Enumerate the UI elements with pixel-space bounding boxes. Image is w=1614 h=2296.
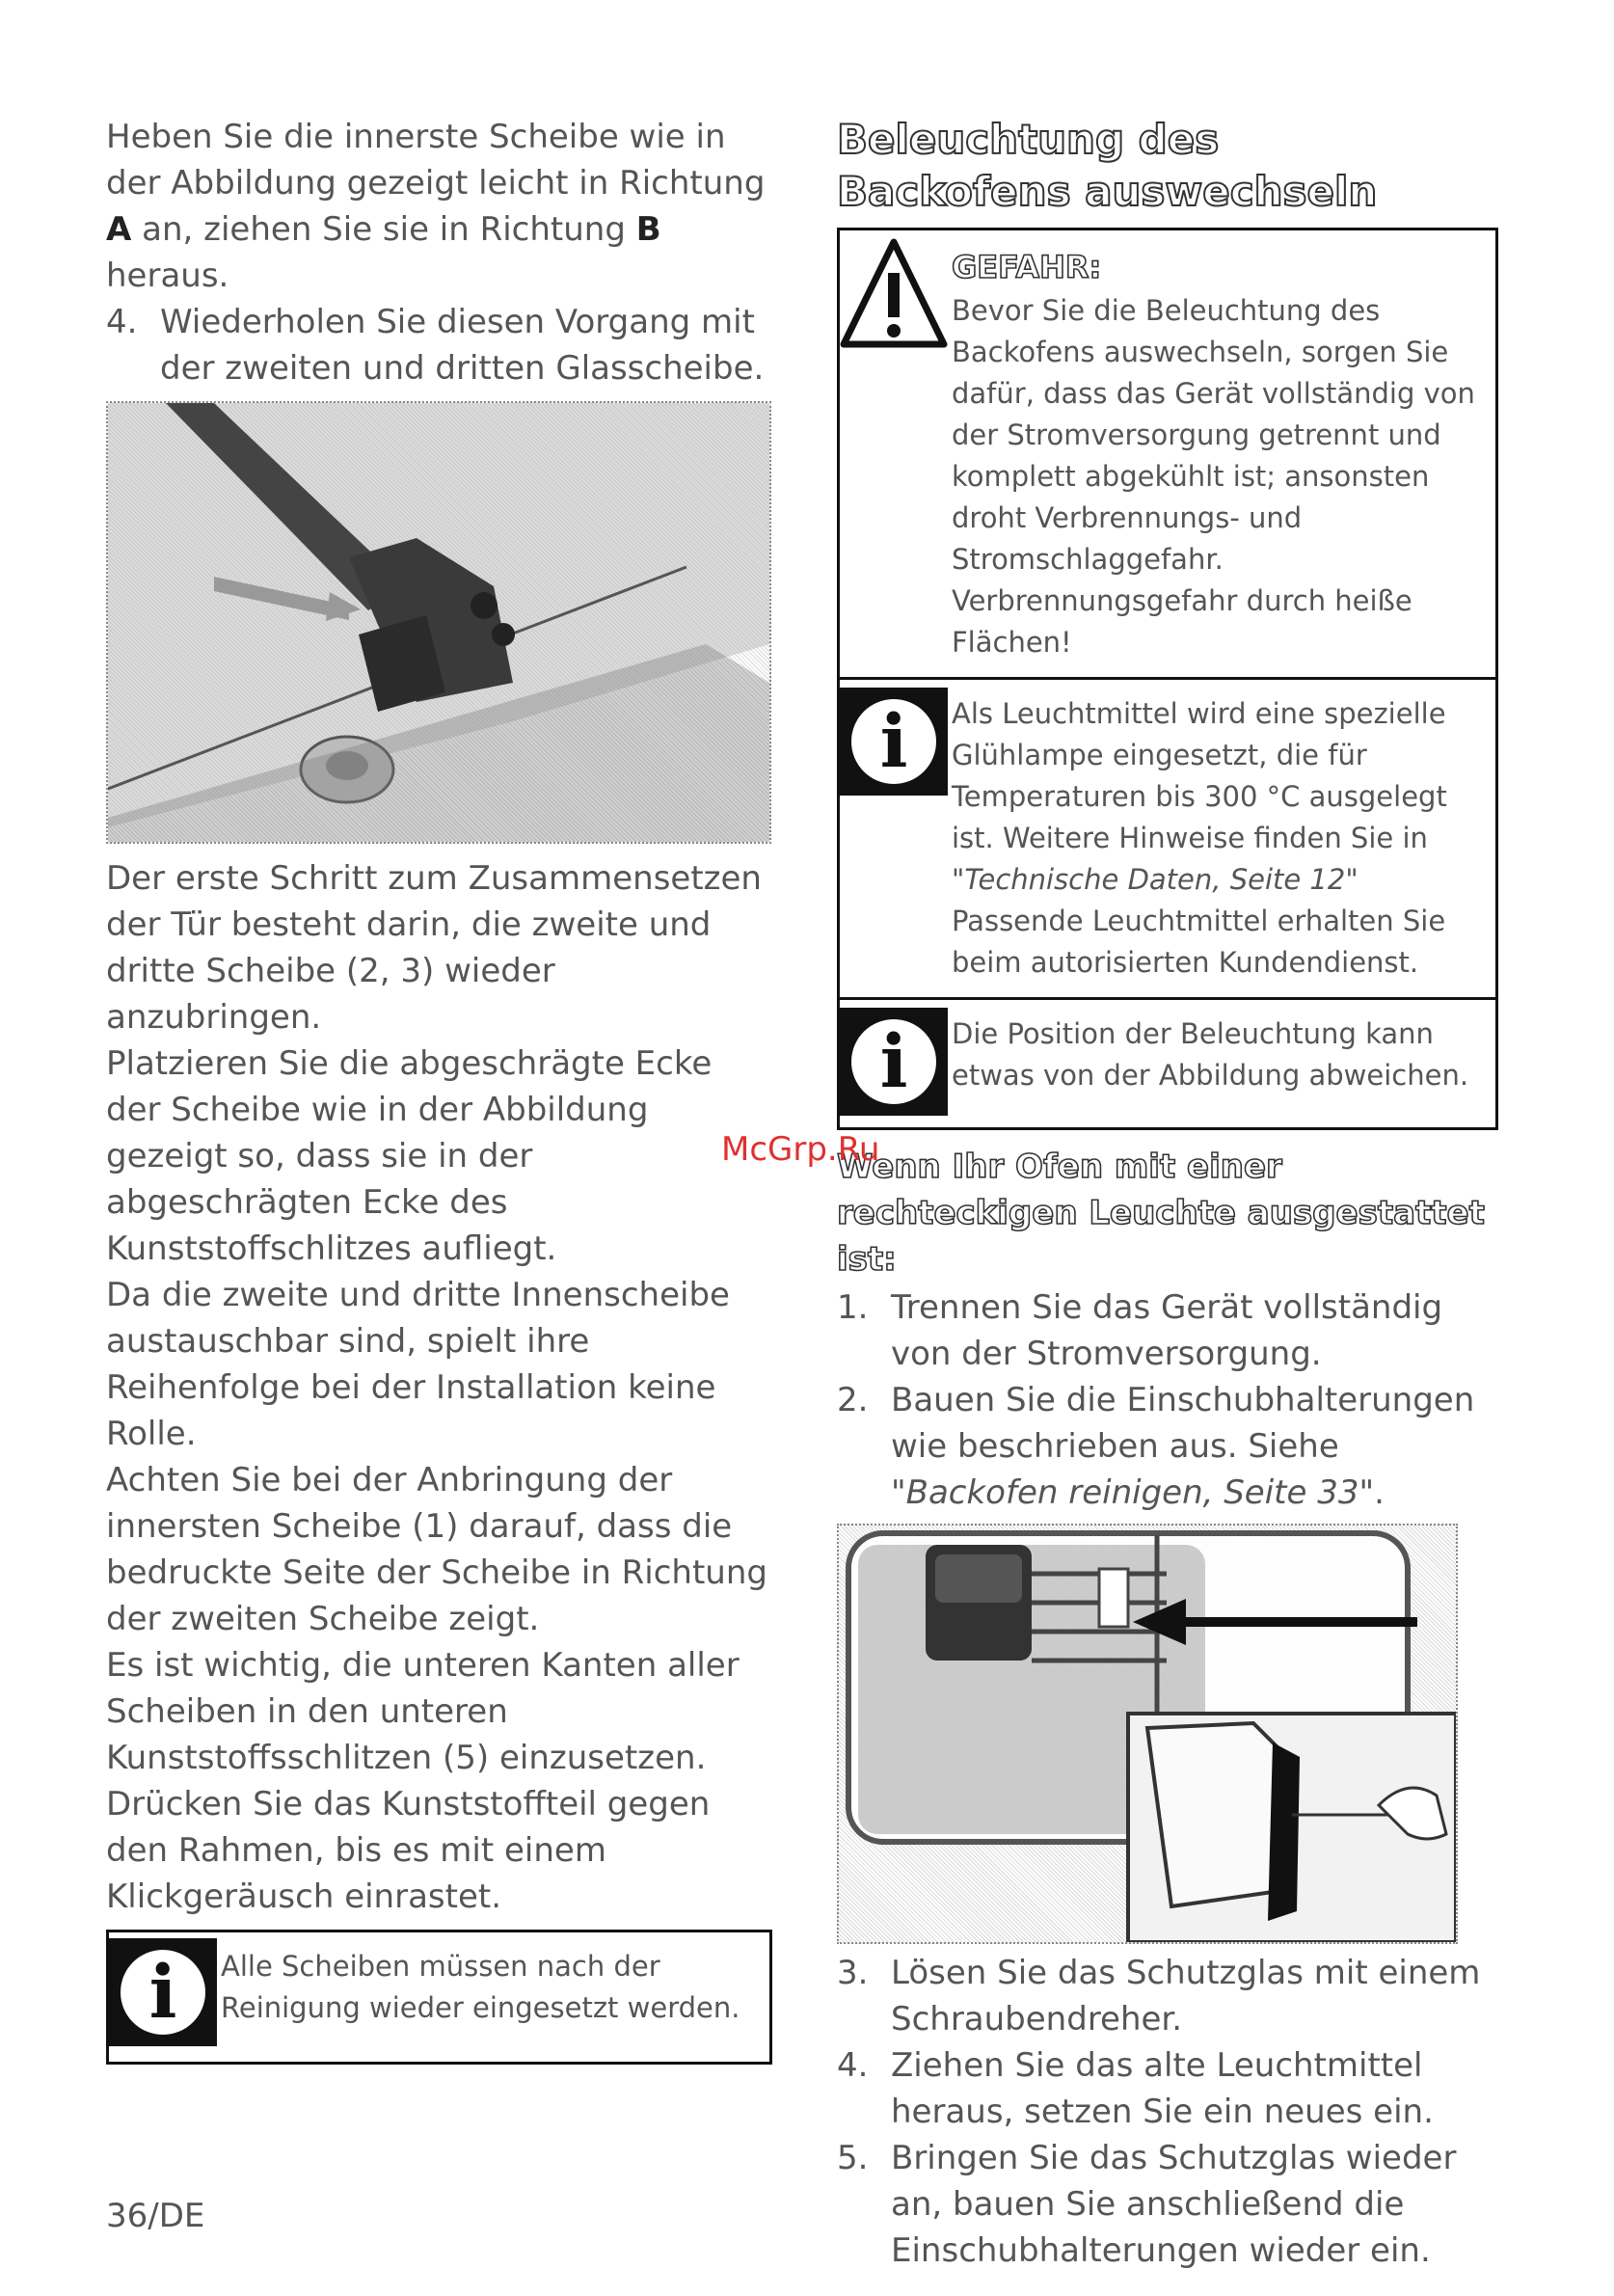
door-glass-figure bbox=[106, 401, 771, 844]
watermark: McGrp.Ru bbox=[721, 1130, 880, 1169]
step-4: 4. Ziehen Sie das alte Leuchtmittel heraus, setzen Sie ein neues ein. bbox=[837, 2046, 1434, 2131]
paragraph: Platzieren Sie die abgeschrägte Ecke der Scheibe wie in der Abbildung gezeigt so, dass sie in der abgeschrägten Ecke des Kunststoffschlitzes aufliegt. bbox=[106, 1044, 713, 1268]
step-3: 3. Lösen Sie das Schutzglas mit einem Schraubendreher. bbox=[837, 1954, 1481, 2039]
paragraph: Da die zweite und dritte Innenscheibe austauschbar sind, spielt ihre Reihenfolge bei der Installation keine Rolle. bbox=[106, 1276, 730, 1453]
danger-row bbox=[840, 230, 1495, 680]
right-column bbox=[837, 114, 1512, 2274]
paragraph: Der erste Schritt zum Zusammensetzen der Tür besteht darin, die zweite und dritte Scheibe (2, 3) wieder anzubringen. bbox=[106, 859, 762, 1037]
danger-text: Bevor Sie die Beleuchtung des Backofens auswechseln, sorgen Sie dafür, dass das Gerät vollständig von der Stromversorgung getrennt und komplett abgekühlt ist; ansonsten droht Verbrennungs- und Stromschlaggefahr. Verbrennungsgefahr durch heiße Flächen! bbox=[952, 294, 1475, 659]
step-2: 2. Bauen Sie die Einschubhalterungen wie beschrieben aus. Siehe "Backofen reinigen, Seite 33". bbox=[837, 1381, 1475, 1512]
steps-list-continued bbox=[837, 1950, 1512, 2274]
info-notice-left bbox=[106, 1930, 772, 2065]
info-icon: i bbox=[109, 1938, 217, 2046]
section-heading: Beleuchtung des Backofens auswechseln bbox=[837, 116, 1378, 215]
step-1: 1. Trennen Sie das Gerät vollständig von der Stromversorgung. bbox=[837, 1288, 1443, 1373]
step-2-link[interactable]: "Backofen reinigen, Seite 33" bbox=[891, 1473, 1375, 1512]
info-note-text: Alle Scheiben müssen nach der Reinigung wieder eingesetzt werden. bbox=[221, 1950, 740, 2024]
warning-triangle-icon bbox=[840, 238, 948, 352]
info-text-1: Als Leuchtmittel wird eine spezielle Glühlampe eingesetzt, die für Temperaturen bis 300 °C ausgelegt ist. Weitere Hinweise finden Sie in "Technische Daten, Seite 12" Passende Leuchtmittel erhalten Sie beim autorisierten Kundendienst. bbox=[952, 697, 1447, 979]
info-text-2: Die Position der Beleuchtung kann etwas von der Abbildung abweichen. bbox=[952, 1017, 1469, 1092]
paragraph: Achten Sie bei der Anbringung der innersten Scheibe (1) darauf, dass die bedruckte Seite der Scheibe in Richtung der zweiten Scheibe zeigt. bbox=[106, 1461, 767, 1638]
paragraph: Es ist wichtig, die unteren Kanten aller Scheiben in den unteren Kunststoffsschlitzen (5) einzusetzen. bbox=[106, 1646, 740, 1777]
step-4: 4. Wiederholen Sie diesen Vorgang mit der zweiten und dritten Glasscheibe. bbox=[106, 303, 765, 388]
warning-notices bbox=[837, 228, 1498, 1130]
paragraph: Drücken Sie das Kunststoffteil gegen den Rahmen, bis es mit einem Klickgeräusch einrastet. bbox=[106, 1785, 711, 1916]
info-row-1 bbox=[840, 680, 1495, 1000]
intro-paragraph: Heben Sie die innerste Scheibe wie in der Abbildung gezeigt leicht in Richtung A an, ziehen Sie sie in Richtung B heraus. bbox=[106, 118, 766, 295]
oven-lamp-illustration bbox=[839, 1526, 1456, 1942]
info-row-2 bbox=[840, 1000, 1495, 1127]
subheading: Wenn Ihr Ofen mit einer rechteckigen Leuchte ausgestattet ist: bbox=[837, 1148, 1485, 1279]
oven-lamp-figure bbox=[837, 1524, 1458, 1944]
steps-list bbox=[837, 1284, 1512, 1516]
page-number: 36/DE bbox=[106, 2197, 205, 2235]
left-column bbox=[106, 114, 776, 2065]
info-icon: i bbox=[840, 688, 948, 796]
step-5: 5. Bringen Sie das Schutzglas wieder an, bauen Sie anschließend die Einschubhalterungen wieder ein. bbox=[837, 2139, 1457, 2270]
danger-title: GEFAHR: bbox=[952, 249, 1102, 285]
info-link[interactable]: "Technische Daten, Seite 12" bbox=[952, 863, 1358, 896]
door-glass-illustration bbox=[108, 403, 769, 842]
info-icon: i bbox=[840, 1008, 948, 1116]
